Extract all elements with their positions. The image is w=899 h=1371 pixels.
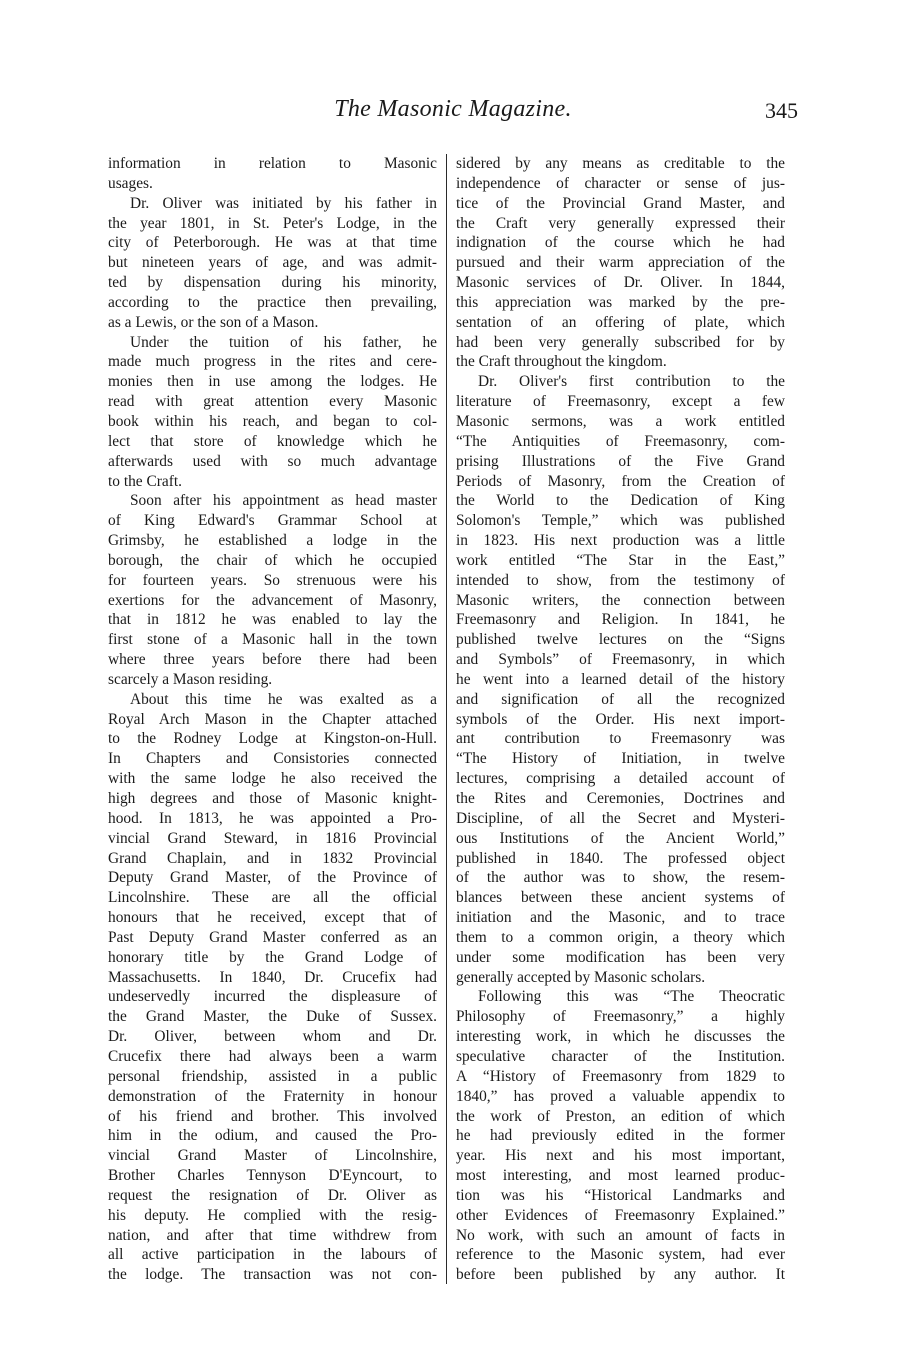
text-line: of his friend and brother. This involved — [108, 1107, 437, 1125]
text-line: the Craft throughout the kingdom. — [456, 353, 667, 371]
text-line: scarcely a Mason residing. — [108, 670, 273, 688]
text-line: that in 1812 he was enabled to lay the — [108, 611, 437, 629]
text-line: reference to the Masonic system, had ever — [456, 1246, 785, 1264]
text-line: interesting work, in which he discusses the — [456, 1028, 785, 1046]
text-line: independence of character or sense of jus- — [456, 174, 785, 192]
text-line: to the Rodney Lodge at Kingston-on-Hull. — [108, 730, 437, 748]
text-line: sentation of an offering of plate, which — [456, 313, 785, 331]
text-line: the work of Preston, an edition of which — [456, 1107, 785, 1125]
text-line: honours that he received, except that of — [108, 909, 437, 927]
text-line: Dr. Oliver was initiated by his father in — [130, 194, 437, 212]
left-column — [108, 154, 437, 1285]
text-line: tice of the Provincial Grand Master, and — [456, 194, 785, 212]
text-line: speculative character of the Institution. — [456, 1047, 785, 1065]
text-line: he had previously edited in the former — [456, 1127, 785, 1145]
text-line: monies then in use among the lodges. He — [108, 373, 437, 391]
text-line: 1840,” has proved a valuable appendix to — [456, 1087, 785, 1105]
text-line: blances between these ancient systems of — [456, 889, 785, 907]
text-line: the lodge. The transaction was not con- — [108, 1266, 437, 1284]
text-line: Masonic services of Dr. Oliver. In 1844, — [456, 274, 785, 292]
text-line: generally accepted by Masonic scholars. — [456, 968, 706, 986]
text-line: the Rites and Ceremonies, Doctrines and — [456, 790, 785, 807]
text-line: Following this was “The Theocratic — [478, 988, 785, 1006]
text-line: Masonic writers, the connection between — [456, 591, 785, 609]
text-line: sidered by any means as creditable to the — [456, 155, 785, 172]
text-line: the year 1801, in St. Peter's Lodge, in the — [108, 214, 437, 232]
text-line: this appreciation was marked by the pre- — [456, 293, 785, 311]
text-line: No work, with such an amount of facts in — [456, 1226, 785, 1244]
text-line: ant contribution to Freemasonry was — [456, 730, 785, 748]
text-line: Dr. Oliver's first contribution to the — [478, 373, 785, 391]
text-line: demonstration of the Fraternity in honour — [108, 1087, 437, 1105]
text-line: In Chapters and Consistories connected — [108, 750, 437, 768]
page-header — [108, 96, 798, 136]
text-line: prising Illustrations of the Five Grand — [456, 452, 785, 470]
text-line: them to a common origin, a theory which — [456, 928, 785, 946]
text-line: published twelve lectures on the “Signs — [456, 631, 785, 649]
text-line: made much progress in the rites and cere- — [108, 353, 437, 371]
text-line: Deputy Grand Master, of the Province of — [108, 869, 437, 887]
text-line: “The History of Initiation, in twelve — [456, 750, 785, 768]
text-line: and signification of all the recognized — [456, 690, 785, 708]
text-line: Royal Arch Mason in the Chapter attached — [108, 710, 437, 728]
text-line: high degrees and those of Masonic knight- — [108, 790, 437, 807]
text-line: first stone of a Masonic hall in the town — [108, 631, 437, 649]
text-line: Lincolnshire. These are all the official — [108, 889, 437, 907]
text-line: Soon after his appointment as head master — [130, 492, 437, 510]
text-line: Periods of Masonry, from the Creation of — [456, 472, 785, 490]
text-line: all active participation in the labours of — [108, 1246, 437, 1264]
text-line: read with great attention every Masonic — [108, 393, 437, 411]
text-line: Philosophy of Freemasonry,” a highly — [456, 1008, 785, 1026]
text-line: as a Lewis, or the son of a Mason. — [108, 313, 319, 331]
text-line: of King Edward's Grammar School at — [108, 512, 437, 530]
text-line: where three years before there had been — [108, 651, 437, 669]
text-line: About this time he was exalted as a — [130, 690, 437, 708]
text-line: he went into a learned detail of the history — [456, 670, 785, 688]
text-line: and Symbols” of Freemasonry, in which — [456, 651, 785, 669]
text-line: him in the odium, and caused the Pro- — [108, 1127, 437, 1145]
text-line: tion was his “Historical Landmarks and — [456, 1186, 785, 1204]
text-line: Brother Charles Tennyson D'Eyncourt, to — [108, 1167, 437, 1185]
text-line: Grimsby, he established a lodge in the — [108, 532, 437, 550]
text-line: in 1823. His next production was a little — [456, 532, 785, 550]
text-line: literature of Freemasonry, except a few — [456, 393, 785, 411]
text-line: symbols of the Order. His next import- — [456, 710, 785, 728]
text-line: lect that store of knowledge which he — [108, 432, 437, 450]
text-line: the Grand Master, the Duke of Sussex. — [108, 1008, 437, 1026]
text-line: pursued and their warm appreciation of the — [456, 254, 785, 272]
text-line: year. His next and his most important, — [456, 1147, 785, 1165]
text-line: afterwards used with so much advantage — [108, 452, 437, 470]
text-line: exertions for the advancement of Masonry, — [108, 591, 437, 609]
text-line: to the Craft. — [108, 472, 182, 490]
text-line: published in 1840. The professed object — [456, 849, 785, 867]
text-line: ted by dispensation during his minority, — [108, 274, 437, 292]
text-line: under some modification has been very — [456, 948, 785, 966]
text-line: A “History of Freemasonry from 1829 to — [456, 1067, 785, 1085]
text-line: before been published by any author. It — [456, 1266, 785, 1284]
text-line: information in relation to Masonic — [108, 155, 437, 172]
text-line: intended to show, from the testimony of — [456, 571, 785, 589]
text-line: most interesting, and most learned produc- — [456, 1167, 785, 1185]
text-line: undeservedly incurred the displeasure of — [108, 988, 437, 1006]
column-divider — [446, 154, 447, 1284]
text-line: indignation of the course which he had — [456, 234, 785, 252]
text-line: honorary title by the Grand Lodge of — [108, 948, 437, 966]
text-line: vincial Grand Master of Lincolnshire, — [108, 1147, 437, 1165]
text-line: ous Institutions of the Ancient World,” — [456, 829, 785, 847]
text-line: his deputy. He complied with the resig- — [108, 1206, 437, 1224]
text-line: Discipline, of all the Secret and Mysteri- — [456, 809, 785, 827]
text-line: Massachusetts. In 1840, Dr. Crucefix had — [108, 968, 437, 986]
text-line: lectures, comprising a detailed account of — [456, 770, 785, 788]
text-line: Freemasonry and Religion. In 1841, he — [456, 611, 785, 629]
text-line: hood. In 1813, he was appointed a Pro- — [108, 809, 437, 827]
text-line: Dr. Oliver, between whom and Dr. — [108, 1028, 437, 1046]
text-line: nation, and after that time withdrew from — [108, 1226, 437, 1244]
text-line: city of Peterborough. He was at that time — [108, 234, 437, 252]
text-line: work entitled “The Star in the East,” — [456, 551, 785, 569]
text-line: Grand Chaplain, and in 1832 Provincial — [108, 849, 437, 867]
text-line: according to the practice then prevailing, — [108, 293, 437, 311]
text-line: personal friendship, assisted in a public — [108, 1067, 437, 1085]
text-line: for fourteen years. So strenuous were his — [108, 571, 437, 589]
text-line: Masonic sermons, was a work entitled — [456, 412, 785, 430]
page-number: 345 — [765, 98, 798, 123]
text-line: vincial Grand Steward, in 1816 Provincial — [108, 829, 437, 847]
text-line: initiation and the Masonic, and to trace — [456, 909, 785, 927]
right-column — [456, 154, 785, 1285]
text-line: the World to the Dedication of King — [456, 492, 785, 510]
text-line: Under the tuition of his father, he — [130, 333, 437, 351]
text-line: had been very generally subscribed for by — [456, 333, 785, 351]
text-line: of the author was to show, the resem- — [456, 869, 785, 887]
text-line: the Craft very generally expressed their — [456, 214, 785, 232]
text-line: usages. — [108, 174, 153, 192]
text-line: Crucefix there had always been a warm — [108, 1047, 437, 1065]
text-line: request the resignation of Dr. Oliver as — [108, 1186, 437, 1204]
text-line: book within his reach, and began to col- — [108, 412, 437, 430]
running-title: The Masonic Magazine. — [334, 96, 572, 122]
text-line: “The Antiquities of Freemasonry, com- — [456, 432, 785, 450]
text-line: with the same lodge he also received the — [108, 770, 437, 788]
text-line: borough, the chair of which he occupied — [108, 551, 437, 569]
text-line: Solomon's Temple,” which was published — [456, 512, 785, 530]
text-line: other Evidences of Freemasonry Explained.” — [456, 1206, 785, 1224]
text-line: Past Deputy Grand Master conferred as an — [108, 928, 437, 946]
text-line: but nineteen years of age, and was admit- — [108, 254, 437, 272]
